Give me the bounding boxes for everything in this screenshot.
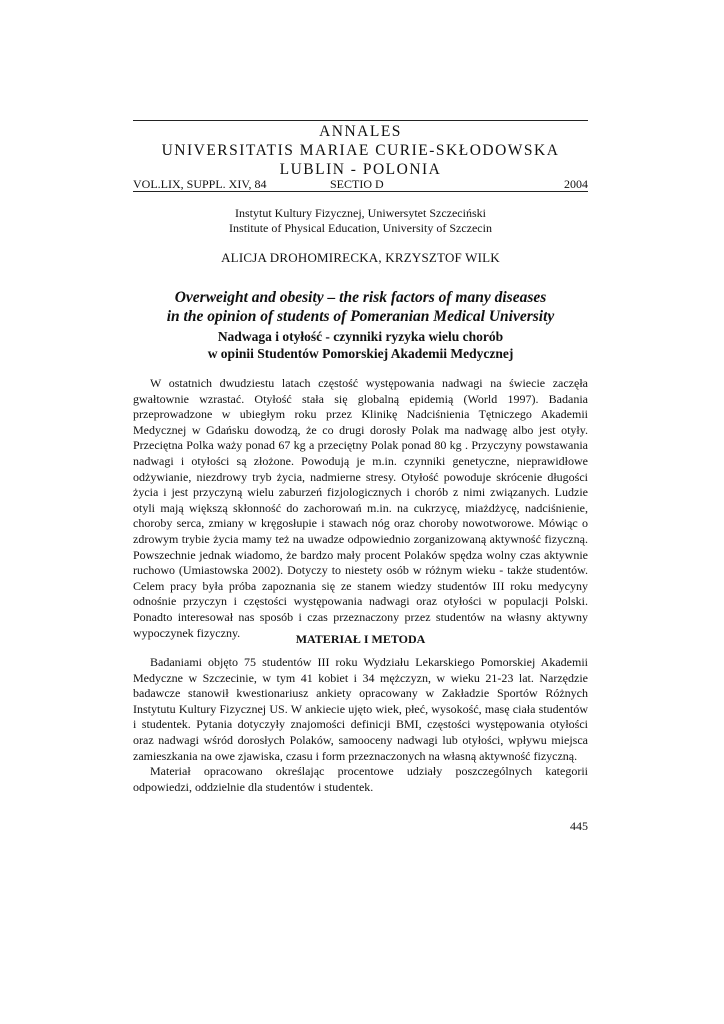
header-rule-top [133, 120, 588, 121]
journal-name-line-1: ANNALES [319, 123, 402, 140]
introduction [133, 376, 588, 641]
english-title-line-1: Overweight and obesity – the risk factors of many diseases [174, 289, 547, 306]
sectio-info: SECTIO D [330, 177, 384, 191]
english-title-line-2: in the opinion of students of Pomeranian Medical University [166, 308, 555, 325]
polish-title-line-2: w opinii Studentów Pomorskiej Akademii Medycznej [207, 346, 514, 361]
page-number: 445 [570, 819, 588, 833]
journal-header [133, 122, 588, 179]
methods-section [133, 655, 588, 795]
polish-title-line-1: Nadwaga i otyłość - czynniki ryzyka wielu chorób [217, 329, 504, 344]
polish-title [133, 328, 588, 362]
intro-paragraph: W ostatnich dwudziestu latach częstość występowania nadwagi na świecie zaczęła gwałtownie wzrastać. Otyłość stała się globalną epidemią (World 1997). Badania przeprowadzone w ubiegłym roku przez Klinikę Nadciśnienia Tętniczego Akademii Medycznej w Gdańsku dowodzą, że co drugi dorosły Polak ma nadwagę albo jest otyły. Przeciętna Polka waży ponad 67 kg a przeciętny Polak ponad 80 kg . Przyczyny powstawania nadwagi i otyłości są złożone. Powodują je m.in. czynniki genetyczne, nieprawidłowe odżywianie, niezdrowy tryb życia, nadmierne stresy. Otyłość powoduje skrócenie długości życia i jest przyczyną wielu zaburzeń fizjologicznych i chorób z nimi związanych. Ludzie otyli mają większą skłonność do zachorowań m.in. na cukrzycę, miażdżycę, nadciśnienie, choroby serca, zmiany w kręgosłupie i stawach nóg oraz choroby nowotworowe. Mówiąc o zdrowym trybie życia mamy też na uwadze odpowiednio zorganizowaną aktywność fizyczną. Powszechnie jednak wiadomo, że bardzo mały procent Polaków spędza wolny czas aktywnie ruchowo (Umiastowska 2002). Dotyczy to niestety osób w różnym wieku - także studentów. Celem pracy była próba zapoznania się ze stanem wiedzy studentów III roku medycyny odnośnie przyczyn i częstości występowania nadwagi oraz otyłości w populacji Polski. Ponadto interesował nas sposób i czas przeznaczony przez studentów na własny aktywny wypoczynek fizyczny. [133, 376, 588, 640]
affiliation [133, 206, 588, 236]
affiliation-english: Institute of Physical Education, University of Szczecin [229, 221, 492, 235]
english-title [133, 288, 588, 326]
section-heading-methods: MATERIAŁ I METODA [295, 632, 426, 646]
journal-name-line-2: UNIVERSITATIS MARIAE CURIE-SKŁODOWSKA [161, 142, 560, 159]
methods-paragraph-1: Badaniami objęto 75 studentów III roku Wydziału Lekarskiego Pomorskiej Akademii Medyczne w Szczecinie, w tym 41 kobiet i 34 mężczyzn, w wieku 21-23 lat. Narzędzie badawcze stanowił kwestionariusz ankiety opracowany w Zakładzie Sportów Różnych Instytutu Kultury Fizycznej US. W ankiecie ujęto wiek, płeć, wysokość, masę ciała studentów i studentek. Pytania dotyczyły znajomości definicji BMI, częstości występowania otyłości oraz nadwagi wśród dorosłych Polaków, samooceny nadwagi lub otyłości, wpływu miejsca zamieszkania na owe zjawiska, czasu i form przeznaczonych na własną aktywność fizyczną. [133, 655, 588, 763]
header-rule-bottom [133, 191, 588, 192]
methods-paragraph-2: Materiał opracowano określając procentowe udziały poszczególnych kategorii odpowiedzi, oddzielnie dla studentów i studentek. [133, 764, 588, 794]
year-info: 2004 [564, 177, 588, 191]
journal-name-line-3: LUBLIN - POLONIA [279, 161, 442, 178]
affiliation-polish: Instytut Kultury Fizycznej, Uniwersytet Szczeciński [235, 206, 486, 220]
volume-info: VOL.LIX, SUPPL. XIV, 84 [133, 177, 267, 191]
authors: ALICJA DROHOMIRECKA, KRZYSZTOF WILK [221, 250, 500, 265]
